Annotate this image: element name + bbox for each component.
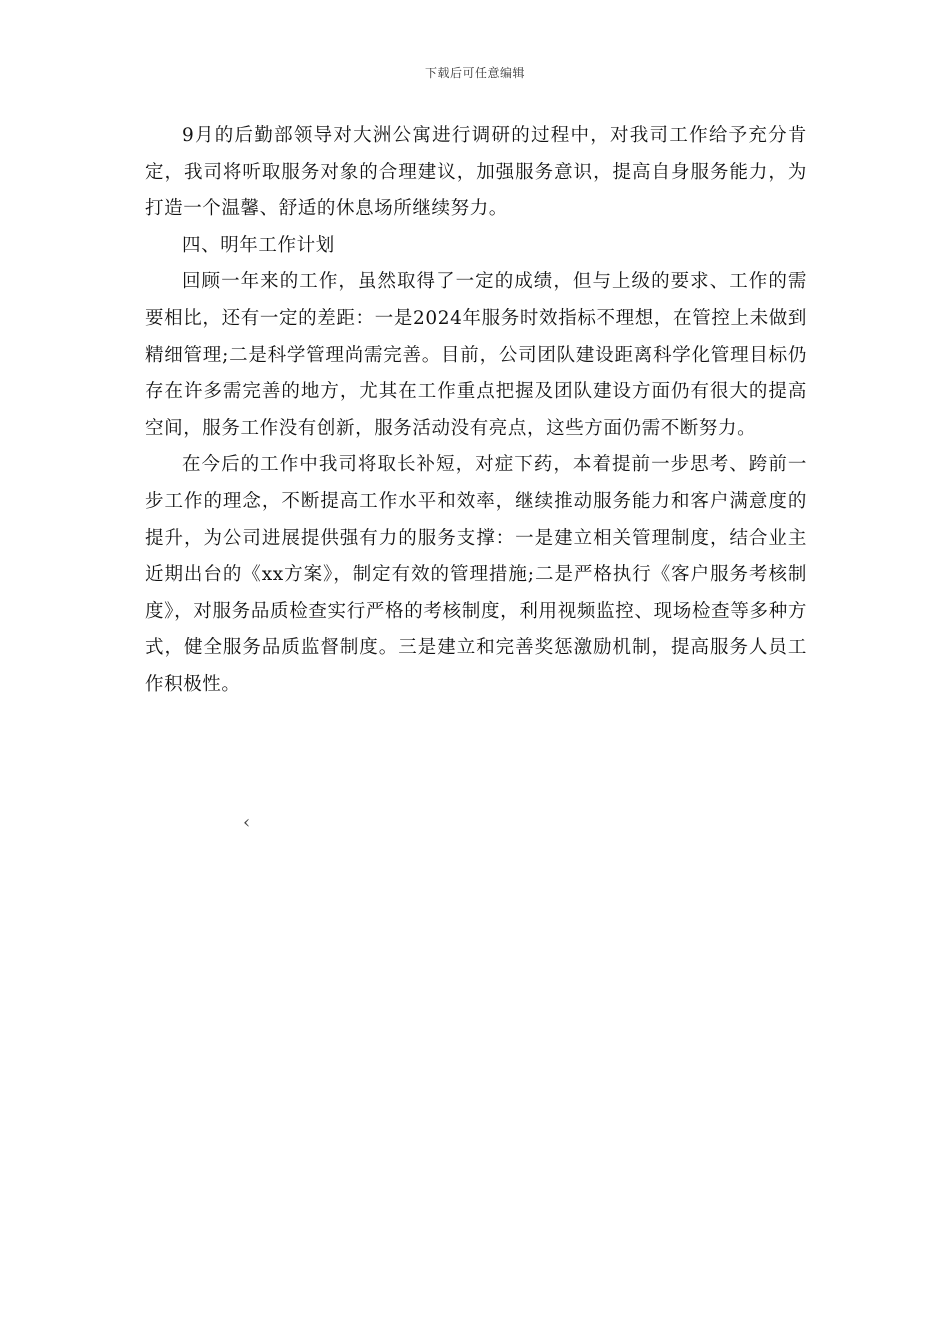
- page-header-note: 下载后可任意编辑: [424, 66, 525, 80]
- document-body: [145, 118, 807, 704]
- paragraph-future-measures: 在今后的工作中我司将取长补短，对症下药，本着提前一步思考、跨前一步工作的理念，不断提高工作水平和效率，继续推动服务能力和客户满意度的提升，为公司进展提供强有力的服务支撑：一是建立相关管理制度，结合业主近期出台的《xx方案》，制定有效的管理措施;二是严格执行《客户服务考核制度》，对服务品质检查实行严格的考核制度，利用视频监控、现场检查等多种方式，健全服务品质监督制度。三是建立和完善奖惩激励机制，提高服务人员工作积极性。: [145, 454, 807, 695]
- section-heading-next-year-plan: 四、明年工作计划: [182, 234, 335, 256]
- stray-mark: ‹: [243, 812, 251, 833]
- paragraph-feedback: 9月的后勤部领导对大洲公寓进行调研的过程中，对我司工作给予充分肯定，我司将听取服务对象的合理建议，加强服务意识，提高自身服务能力，为打造一个温馨、舒适的休息场所继续努力。: [145, 125, 807, 220]
- paragraph-review: 回顾一年来的工作，虽然取得了一定的成绩，但与上级的要求、工作的需要相比，还有一定的差距：一是2024年服务时效指标不理想，在管控上未做到精细管理;二是科学管理尚需完善。目前，公司团队建设距离科学化管理目标仍存在许多需完善的地方，尤其在工作重点把握及团队建设方面仍有很大的提高空间，服务工作没有创新，服务活动没有亮点，这些方面仍需不断努力。: [145, 271, 807, 439]
